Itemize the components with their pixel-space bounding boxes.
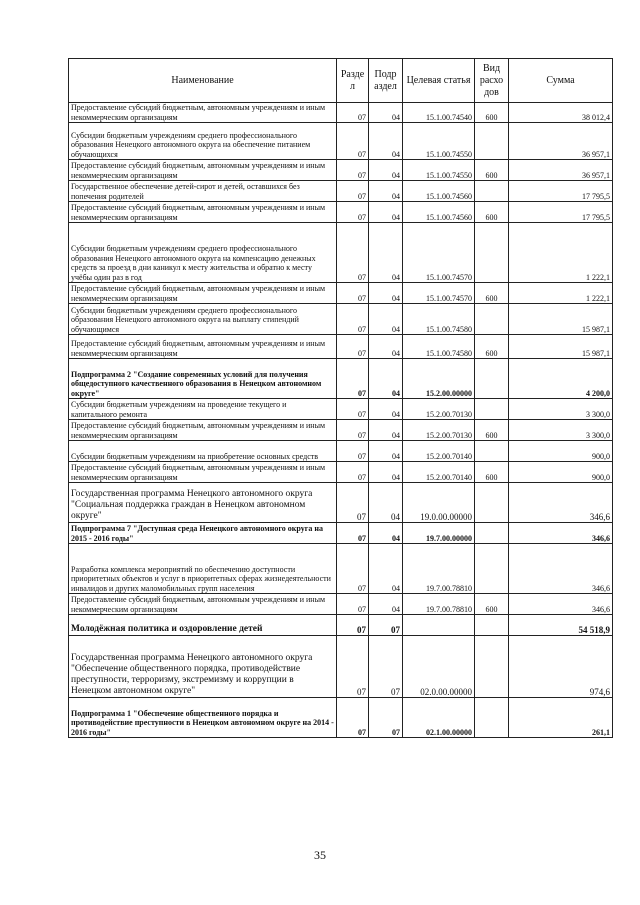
row-razdel-cell: 07 [337, 304, 369, 335]
row-razdel-cell: 07 [337, 202, 369, 223]
row-sum-cell: 261,1 [509, 698, 613, 738]
row-target-cell: 15.1.00.74560 [403, 181, 475, 202]
row-target-cell: 15.1.00.74540 [403, 103, 475, 123]
header-target: Целевая статья [403, 59, 475, 103]
row-target-cell: 15.1.00.74570 [403, 283, 475, 304]
table-row [69, 544, 613, 594]
row-vid-cell [475, 304, 509, 335]
row-podrazdel-cell: 04 [369, 420, 403, 441]
table-row [69, 462, 613, 483]
row-target-cell: 15.2.00.70130 [403, 399, 475, 420]
row-podrazdel-cell: 04 [369, 223, 403, 283]
table-row [69, 359, 613, 399]
header-podrazdel: Подр аздел [369, 59, 403, 103]
row-podrazdel-cell: 07 [369, 615, 403, 636]
row-name-cell: Предоставление субсидий бюджетным, автономным учреждениям и иным некоммерческим организациям [69, 160, 337, 181]
row-vid-cell: 600 [475, 160, 509, 181]
row-podrazdel-cell: 04 [369, 283, 403, 304]
row-vid-cell [475, 544, 509, 594]
row-name-cell: Субсидии бюджетным учреждениям на приобретение основных средств [69, 441, 337, 462]
row-sum-cell: 346,6 [509, 523, 613, 544]
row-name-cell: Разработка комплекса мероприятий по обеспечению доступности приоритетных объектов и услуг в приоритетных сферах жизнедеятельности инвалидов и других маломобильных групп населения [69, 544, 337, 594]
row-target-cell: 15.2.00.70140 [403, 462, 475, 483]
row-sum-cell: 3 300,0 [509, 399, 613, 420]
row-vid-cell [475, 483, 509, 523]
row-sum-cell: 3 300,0 [509, 420, 613, 441]
row-name-cell: Предоставление субсидий бюджетным, автономным учреждениям и иным некоммерческим организациям [69, 420, 337, 441]
row-sum-cell: 15 987,1 [509, 304, 613, 335]
row-target-cell: 19.7.00.00000 [403, 523, 475, 544]
row-name-cell: Предоставление субсидий бюджетным, автономным учреждениям и иным некоммерческим организациям [69, 594, 337, 615]
row-name-cell: Подпрограмма 7 "Доступная среда Ненецкого автономного округа на 2015 - 2016 годы" [69, 523, 337, 544]
page-number: 35 [314, 848, 326, 862]
row-razdel-cell: 07 [337, 615, 369, 636]
row-target-cell: 15.1.00.74550 [403, 123, 475, 160]
row-name-cell: Предоставление субсидий бюджетным, автономным учреждениям и иным некоммерческим организациям [69, 202, 337, 223]
row-vid-cell [475, 359, 509, 399]
table-row [69, 304, 613, 335]
row-name-cell: Молодёжная политика и оздоровление детей [69, 615, 337, 636]
row-sum-cell: 346,6 [509, 483, 613, 523]
row-target-cell: 19.0.00.00000 [403, 483, 475, 523]
row-podrazdel-cell: 04 [369, 304, 403, 335]
row-name-cell: Государственное обеспечение детей-сирот и детей, оставшихся без попечения родителей [69, 181, 337, 202]
row-razdel-cell: 07 [337, 420, 369, 441]
row-target-cell: 15.2.00.70130 [403, 420, 475, 441]
row-target-cell: 15.1.00.74560 [403, 202, 475, 223]
row-name-cell: Предоставление субсидий бюджетным, автономным учреждениям и иным некоммерческим организациям [69, 103, 337, 123]
row-podrazdel-cell: 04 [369, 103, 403, 123]
row-target-cell: 15.1.00.74550 [403, 160, 475, 181]
row-name-cell: Подпрограмма 2 "Создание современных условий для получения общедоступного качественного образования в Ненецком автономном округе" [69, 359, 337, 399]
row-name-cell: Подпрограмма 1 "Обеспечение общественного порядка и противодействие преступности в Ненецком автономном округе на 2014 - 2016 годы" [69, 698, 337, 738]
table-header-row [69, 59, 613, 103]
row-podrazdel-cell: 04 [369, 594, 403, 615]
row-podrazdel-cell: 04 [369, 160, 403, 181]
row-vid-cell [475, 615, 509, 636]
row-name-cell: Субсидии бюджетным учреждениям среднего профессионального образования Ненецкого автономного округа на обеспечение питанием обучающихся [69, 123, 337, 160]
row-sum-cell: 4 200,0 [509, 359, 613, 399]
row-target-cell: 02.0.00.00000 [403, 636, 475, 698]
row-podrazdel-cell: 04 [369, 123, 403, 160]
row-vid-cell: 600 [475, 594, 509, 615]
row-razdel-cell: 07 [337, 462, 369, 483]
row-razdel-cell: 07 [337, 160, 369, 181]
row-vid-cell: 600 [475, 283, 509, 304]
budget-table [68, 58, 613, 738]
row-razdel-cell: 07 [337, 359, 369, 399]
table-row [69, 441, 613, 462]
row-sum-cell: 1 222,1 [509, 223, 613, 283]
row-sum-cell: 54 518,9 [509, 615, 613, 636]
row-podrazdel-cell: 04 [369, 441, 403, 462]
header-vid: Вид расхо дов [475, 59, 509, 103]
row-sum-cell: 346,6 [509, 594, 613, 615]
header-sum: Сумма [509, 59, 613, 103]
row-razdel-cell: 07 [337, 544, 369, 594]
row-vid-cell: 600 [475, 462, 509, 483]
row-podrazdel-cell: 04 [369, 483, 403, 523]
row-target-cell: 02.1.00.00000 [403, 698, 475, 738]
row-razdel-cell: 07 [337, 223, 369, 283]
row-podrazdel-cell: 04 [369, 462, 403, 483]
row-razdel-cell: 07 [337, 103, 369, 123]
row-vid-cell [475, 123, 509, 160]
table-row [69, 698, 613, 738]
row-razdel-cell: 07 [337, 123, 369, 160]
row-vid-cell [475, 636, 509, 698]
row-razdel-cell: 07 [337, 441, 369, 462]
row-podrazdel-cell: 04 [369, 399, 403, 420]
row-sum-cell: 900,0 [509, 462, 613, 483]
row-podrazdel-cell: 04 [369, 335, 403, 359]
row-target-cell: 15.1.00.74580 [403, 304, 475, 335]
table-row [69, 103, 613, 123]
row-razdel-cell: 07 [337, 181, 369, 202]
row-sum-cell: 346,6 [509, 544, 613, 594]
row-name-cell: Государственная программа Ненецкого автономного округа "Обеспечение общественного порядка, противодействие преступности, терроризму, экстремизму и коррупции в Ненецком автономном округе" [69, 636, 337, 698]
row-name-cell: Государственная программа Ненецкого автономного округа "Социальная поддержка граждан в Ненецком автономном округе" [69, 483, 337, 523]
row-vid-cell: 600 [475, 202, 509, 223]
row-name-cell: Субсидии бюджетным учреждениям среднего профессионального образования Ненецкого автономного округа на выплату стипендий обучающимся [69, 304, 337, 335]
row-target-cell: 19.7.00.78810 [403, 544, 475, 594]
row-podrazdel-cell: 04 [369, 359, 403, 399]
row-razdel-cell: 07 [337, 636, 369, 698]
table-row [69, 335, 613, 359]
row-target-cell: 15.2.00.00000 [403, 359, 475, 399]
row-razdel-cell: 07 [337, 283, 369, 304]
row-vid-cell [475, 698, 509, 738]
table-row [69, 202, 613, 223]
table-row [69, 181, 613, 202]
row-target-cell: 19.7.00.78810 [403, 594, 475, 615]
table-row [69, 420, 613, 441]
row-vid-cell: 600 [475, 420, 509, 441]
table-row [69, 223, 613, 283]
row-sum-cell: 15 987,1 [509, 335, 613, 359]
row-podrazdel-cell: 04 [369, 202, 403, 223]
row-razdel-cell: 07 [337, 523, 369, 544]
row-sum-cell: 38 012,4 [509, 103, 613, 123]
row-razdel-cell: 07 [337, 483, 369, 523]
row-sum-cell: 17 795,5 [509, 202, 613, 223]
row-target-cell: 15.2.00.70140 [403, 441, 475, 462]
row-sum-cell: 36 957,1 [509, 123, 613, 160]
row-vid-cell: 600 [475, 335, 509, 359]
row-target-cell: 15.1.00.74570 [403, 223, 475, 283]
row-podrazdel-cell: 04 [369, 181, 403, 202]
row-name-cell: Субсидии бюджетным учреждениям среднего профессионального образования Ненецкого автономного округа на компенсацию денежных средств за проезд в дни каникул к месту жительства и обратно к месту учёбы один раз в год [69, 223, 337, 283]
table-row [69, 594, 613, 615]
row-sum-cell: 36 957,1 [509, 160, 613, 181]
row-vid-cell: 600 [475, 103, 509, 123]
row-vid-cell [475, 223, 509, 283]
table-row [69, 615, 613, 636]
row-name-cell: Предоставление субсидий бюджетным, автономным учреждениям и иным некоммерческим организациям [69, 283, 337, 304]
header-razdel: Разде л [337, 59, 369, 103]
row-razdel-cell: 07 [337, 399, 369, 420]
header-name: Наименование [69, 59, 337, 103]
table-body [69, 103, 613, 738]
row-vid-cell [475, 523, 509, 544]
row-name-cell: Предоставление субсидий бюджетным, автономным учреждениям и иным некоммерческим организациям [69, 462, 337, 483]
row-name-cell: Субсидии бюджетным учреждениям на проведение текущего и капитального ремонта [69, 399, 337, 420]
row-podrazdel-cell: 04 [369, 523, 403, 544]
row-podrazdel-cell: 07 [369, 636, 403, 698]
row-target-cell: 15.1.00.74580 [403, 335, 475, 359]
row-sum-cell: 1 222,1 [509, 283, 613, 304]
row-vid-cell [475, 399, 509, 420]
row-razdel-cell: 07 [337, 594, 369, 615]
row-podrazdel-cell: 04 [369, 544, 403, 594]
row-sum-cell: 900,0 [509, 441, 613, 462]
row-razdel-cell: 07 [337, 335, 369, 359]
table-row [69, 483, 613, 523]
table-row [69, 636, 613, 698]
table-row [69, 160, 613, 181]
row-target-cell [403, 615, 475, 636]
row-sum-cell: 974,6 [509, 636, 613, 698]
table-row [69, 523, 613, 544]
table-row [69, 283, 613, 304]
table-row [69, 399, 613, 420]
row-vid-cell [475, 441, 509, 462]
row-sum-cell: 17 795,5 [509, 181, 613, 202]
table-row [69, 123, 613, 160]
row-vid-cell [475, 181, 509, 202]
row-podrazdel-cell: 07 [369, 698, 403, 738]
row-razdel-cell: 07 [337, 698, 369, 738]
row-name-cell: Предоставление субсидий бюджетным, автономным учреждениям и иным некоммерческим организациям [69, 335, 337, 359]
